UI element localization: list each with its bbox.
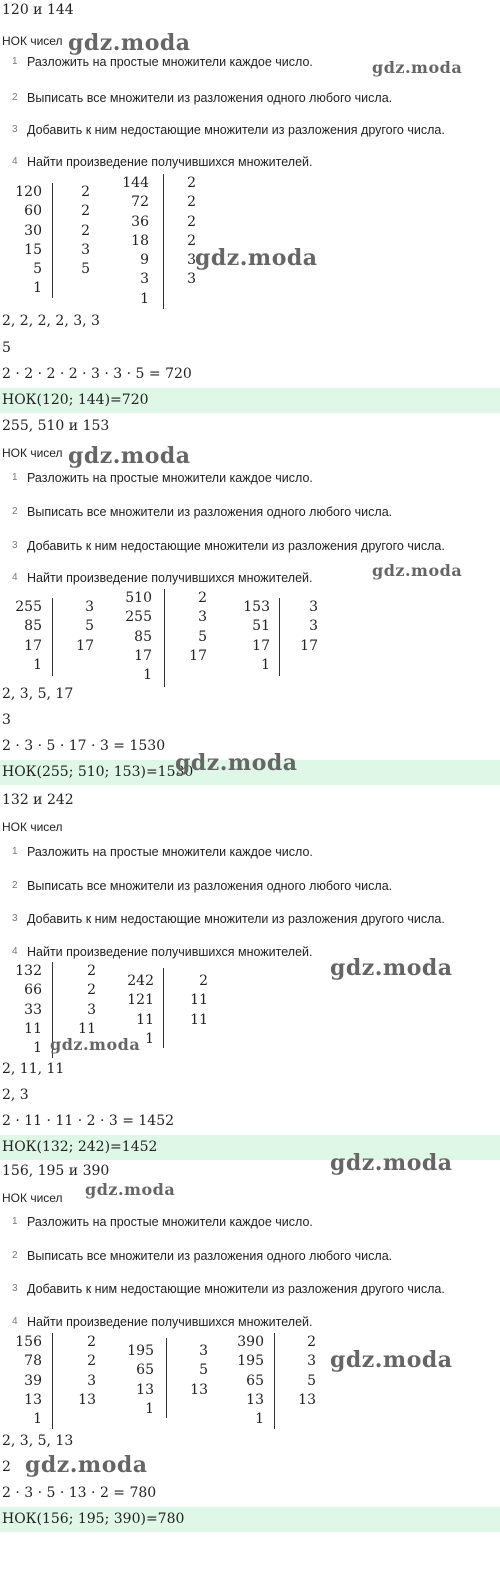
step-text: Найти произведение получившихся множителей. [27, 571, 313, 585]
problem-title: 120 и 144 [2, 2, 74, 18]
step-text: Найти произведение получившихся множителей. [27, 155, 313, 169]
missing-factors-line: 2, 3 [2, 1087, 29, 1103]
product-line: 2 · 3 · 5 · 13 · 2 = 780 [2, 1485, 157, 1501]
step-number: 4 [12, 1316, 18, 1327]
factorization-numbers: 120 60 30 15 5 1 [15, 184, 42, 297]
factorization-factors: 3 5 13 [190, 1343, 208, 1398]
product-line: 2 · 2 · 2 · 2 · 3 · 3 · 5 = 720 [2, 366, 192, 382]
step-text: Выписать все множители из разложения одного любого числа. [27, 91, 393, 105]
step-text: Найти произведение получившихся множителей. [27, 1315, 313, 1329]
step-number: 4 [12, 572, 18, 583]
nok-label: НОК чисел [2, 446, 63, 460]
factors-line: 2, 11, 11 [2, 1061, 65, 1077]
step-text: Добавить к ним недостающие множители из разложения другого числа. [27, 912, 445, 926]
step-number: 1 [12, 1216, 18, 1227]
factorization-numbers: 255 85 17 1 [15, 599, 42, 673]
missing-factors-line: 5 [2, 340, 11, 356]
watermark: gdz.moda [372, 58, 463, 77]
factorization-factors: 2 2 2 2 3 3 [187, 175, 196, 288]
factorization-factors: 2 3 5 17 [189, 590, 207, 664]
product-line: 2 · 11 · 11 · 2 · 3 = 1452 [2, 1113, 175, 1129]
step-text: Добавить к ним недостающие множители из разложения другого числа. [27, 123, 445, 137]
factorization-factors: 2 2 3 11 [78, 963, 96, 1037]
factors-line: 2, 2, 2, 2, 3, 3 [2, 313, 100, 329]
problem-title: 132 и 242 [2, 792, 74, 808]
step-number: 1 [12, 56, 18, 67]
step-number: 3 [12, 124, 18, 135]
division-line [279, 598, 280, 676]
division-line [166, 1338, 167, 1418]
factorization-factors: 2 11 11 [190, 973, 208, 1028]
step-text: Выписать все множители из разложения одного любого числа. [27, 505, 393, 519]
factors-line: 2, 3, 5, 13 [2, 1433, 74, 1449]
step-number: 3 [12, 913, 18, 924]
watermark: gdz.moda [85, 1180, 176, 1199]
watermark: gdz.moda [50, 1035, 141, 1054]
factorization-numbers: 390 195 65 13 1 [237, 1334, 264, 1428]
factorization-numbers: 132 66 33 11 1 [15, 963, 42, 1057]
result-band [0, 388, 500, 413]
watermark: gdz.moda [25, 1452, 148, 1478]
division-line [163, 174, 164, 309]
factorization-factors: 3 5 17 [76, 599, 94, 654]
watermark: gdz.moda [68, 443, 191, 469]
division-line [163, 968, 164, 1048]
step-text: Разложить на простые множители каждое число. [27, 55, 313, 69]
division-line [52, 183, 53, 298]
nok-label: НОК чисел [2, 1191, 63, 1205]
division-line [52, 598, 53, 676]
watermark: gdz.moda [175, 750, 298, 776]
watermark: gdz.moda [372, 561, 463, 580]
step-number: 3 [12, 540, 18, 551]
result-band [0, 1507, 500, 1532]
product-line: 2 · 3 · 5 · 17 · 3 = 1530 [2, 738, 166, 754]
factorization-numbers: 510 255 85 17 1 [125, 590, 152, 684]
factorization-numbers: 153 51 17 1 [243, 599, 270, 673]
factorization-numbers: 242 121 11 1 [127, 973, 154, 1047]
step-text: Разложить на простые множители каждое число. [27, 845, 313, 859]
watermark: gdz.moda [195, 245, 318, 271]
factorization-numbers: 195 65 13 1 [127, 1343, 154, 1417]
result-text: НОК(132; 242)=1452 [2, 1139, 158, 1155]
factorization-factors: 2 2 3 13 [78, 1334, 96, 1408]
step-text: Выписать все множители из разложения одного любого числа. [27, 1249, 393, 1263]
step-text: Разложить на простые множители каждое число. [27, 1215, 313, 1229]
step-number: 2 [12, 1250, 18, 1261]
missing-factors-line: 3 [2, 712, 11, 728]
step-number: 2 [12, 880, 18, 891]
step-number: 1 [12, 472, 18, 483]
step-text: Добавить к ним недостающие множители из разложения другого числа. [27, 539, 445, 553]
result-text: НОК(255; 510; 153)=1530 [2, 764, 194, 780]
step-number: 3 [12, 1283, 18, 1294]
division-line [274, 1333, 275, 1429]
division-line [164, 589, 165, 687]
factorization-factors: 2 2 2 3 5 [81, 184, 90, 278]
watermark: gdz.moda [330, 955, 453, 981]
step-text: Добавить к ним недостающие множители из разложения другого числа. [27, 1282, 445, 1296]
factorization-numbers: 156 78 39 13 1 [15, 1334, 42, 1428]
factorization-factors: 2 3 5 13 [298, 1334, 316, 1408]
step-text: Найти произведение получившихся множителей. [27, 945, 313, 959]
result-text: НОК(120; 144)=720 [2, 392, 149, 408]
problem-title: 255, 510 и 153 [2, 418, 110, 434]
nok-label: НОК чисел [2, 820, 63, 834]
watermark: gdz.moda [330, 1150, 453, 1176]
step-number: 2 [12, 506, 18, 517]
factorization-numbers: 144 72 36 18 9 3 1 [122, 175, 149, 307]
problem-title: 156, 195 и 390 [2, 1163, 110, 1179]
step-text: Выписать все множители из разложения одного любого числа. [27, 879, 393, 893]
missing-factors-line: 2 [2, 1459, 11, 1475]
step-number: 2 [12, 92, 18, 103]
result-text: НОК(156; 195; 390)=780 [2, 1511, 185, 1527]
step-number: 4 [12, 156, 18, 167]
division-line [52, 1333, 53, 1429]
nok-label: НОК чисел [2, 34, 63, 48]
step-text: Разложить на простые множители каждое число. [27, 471, 313, 485]
step-number: 4 [12, 946, 18, 957]
factors-line: 2, 3, 5, 17 [2, 686, 74, 702]
factorization-factors: 3 3 17 [300, 599, 318, 654]
step-number: 1 [12, 846, 18, 857]
watermark: gdz.moda [68, 30, 191, 56]
watermark: gdz.moda [330, 1347, 453, 1373]
